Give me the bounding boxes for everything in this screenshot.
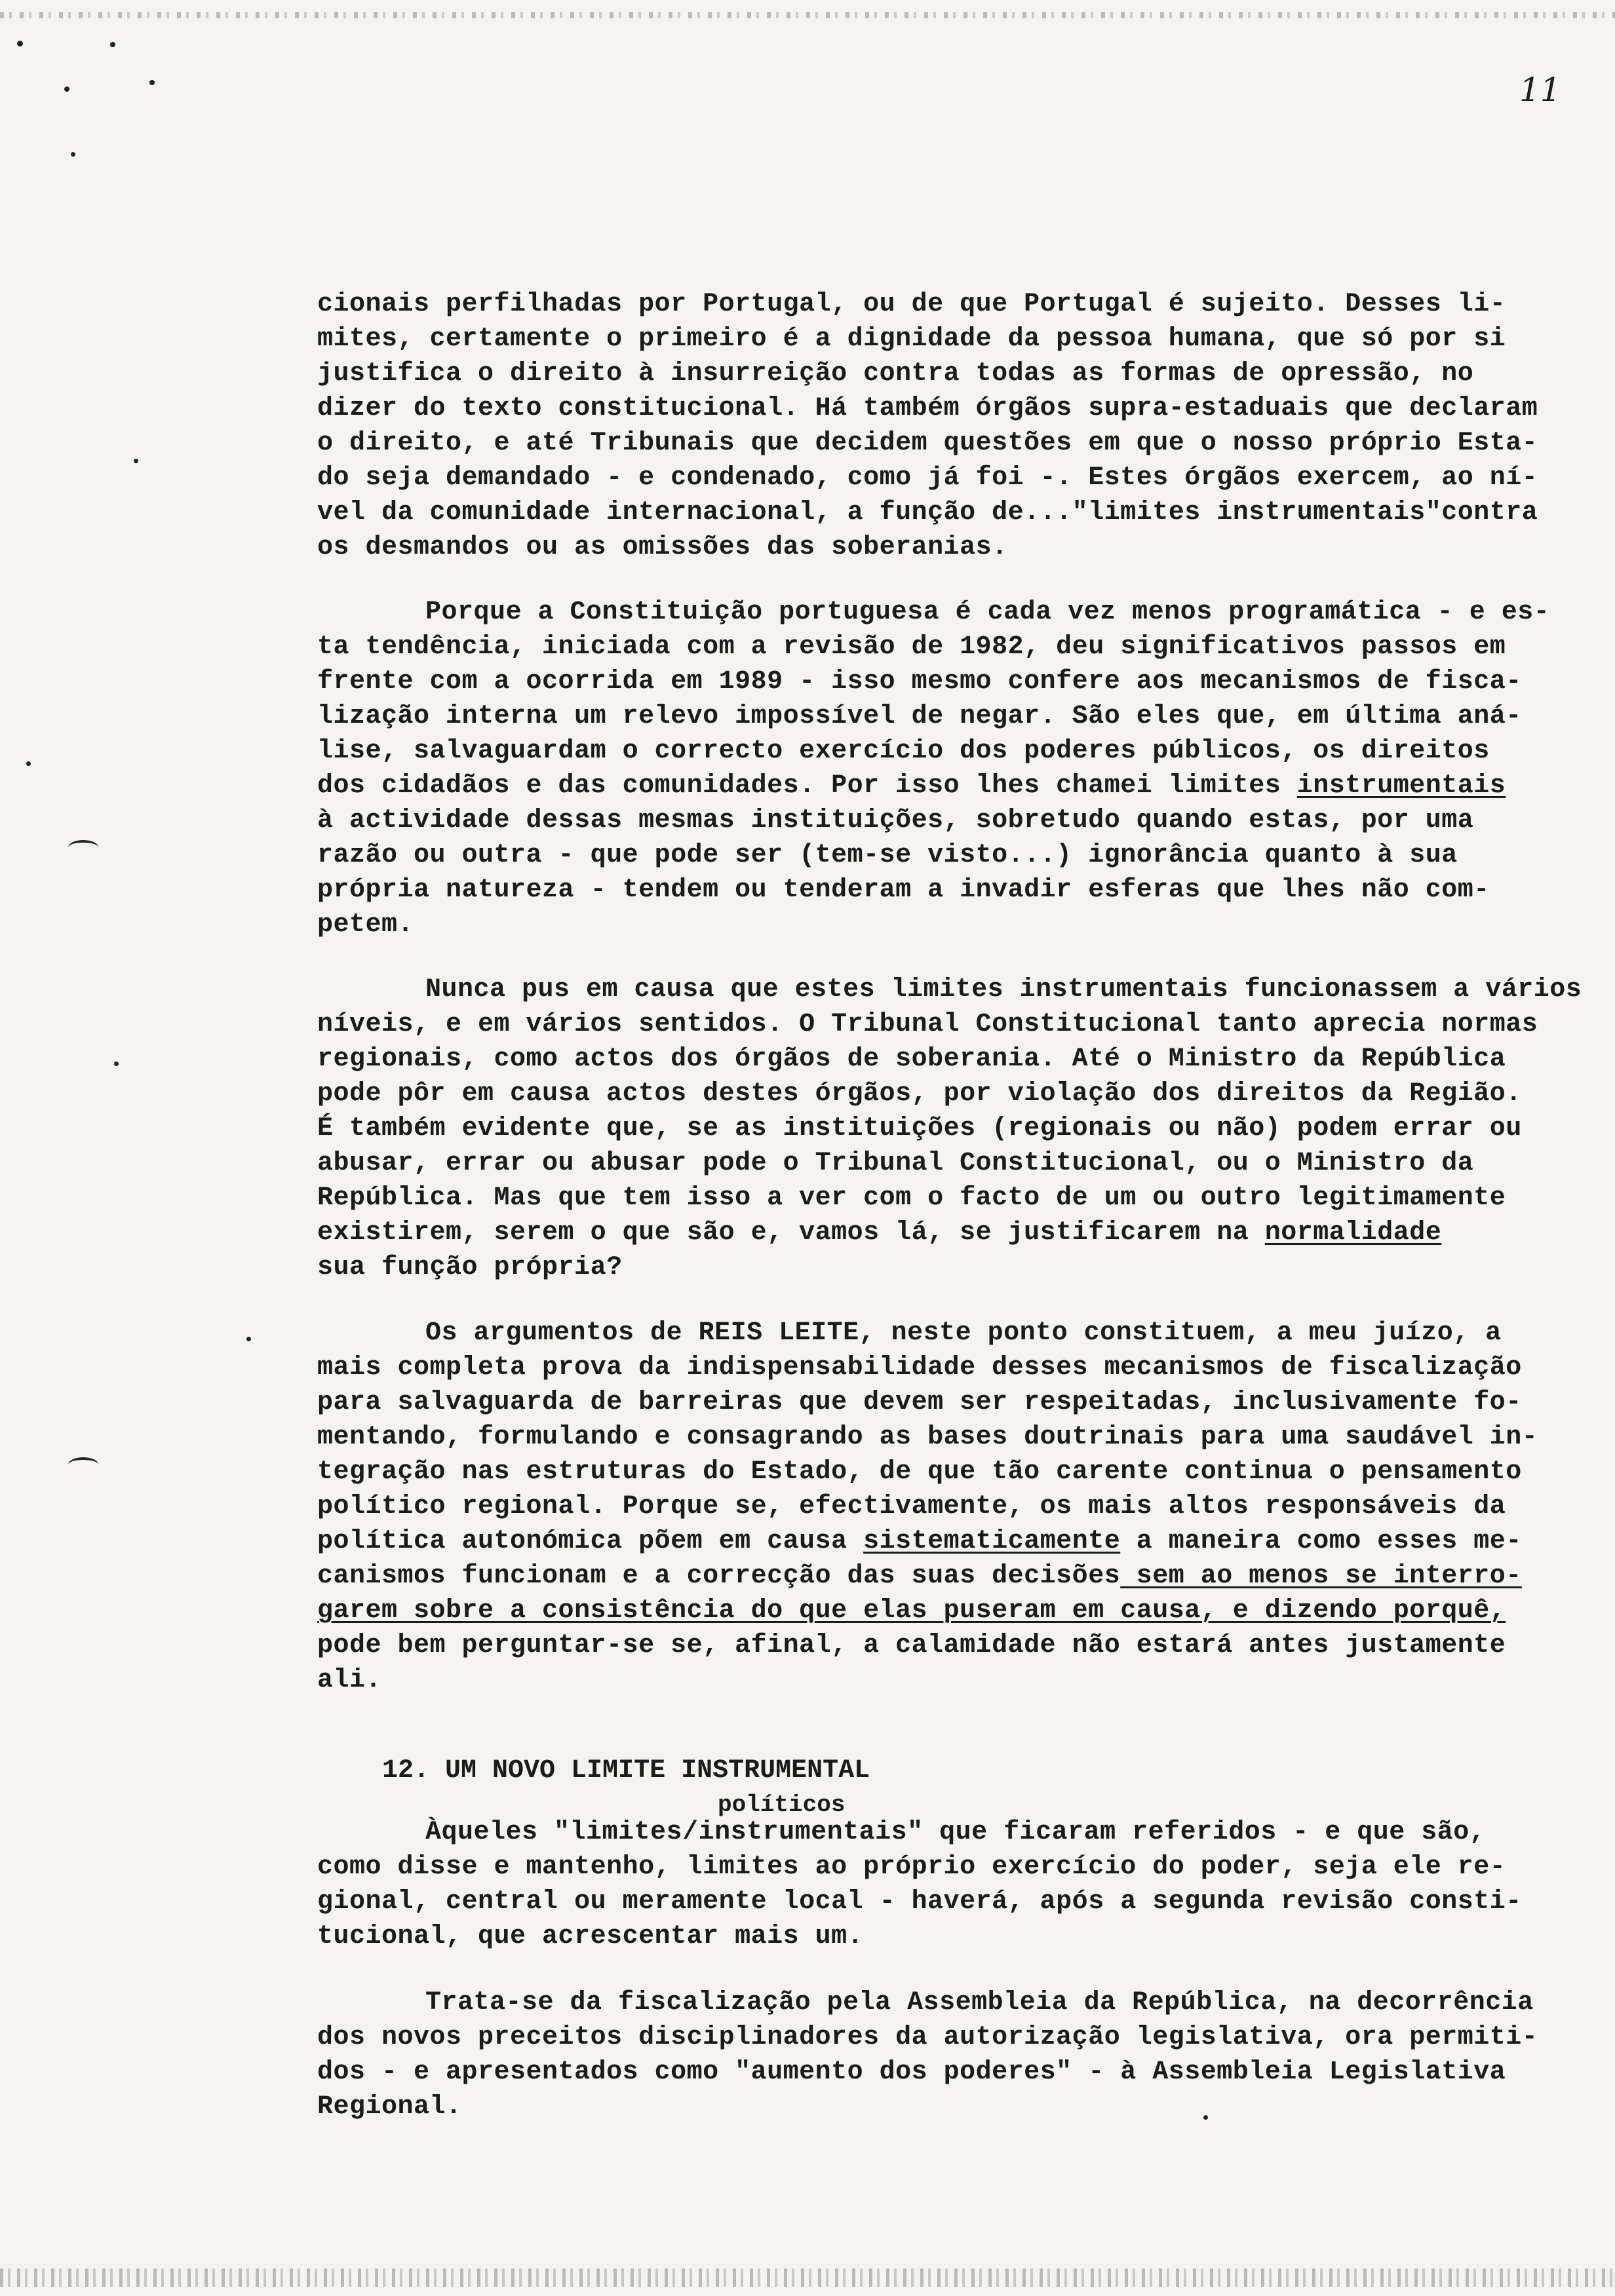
section-paragraph-1 — [317, 1815, 1602, 1954]
scan-top-edge — [0, 12, 1615, 18]
underlined-term: normalidade — [1264, 1218, 1442, 1248]
text-line: vel da comunidade internacional, a função de..."limites instrumentais"contra — [317, 498, 1538, 527]
text-line: Regional. — [317, 2092, 462, 2122]
underlined-phrase: sem ao menos se interro- — [1120, 1561, 1522, 1591]
scan-speck — [64, 86, 69, 92]
paragraph-3 — [317, 972, 1602, 1285]
text-line: à actividade dessas mesmas instituições, sobretudo quando estas, por uma — [317, 806, 1474, 835]
scan-speck — [114, 1062, 119, 1066]
text-span: existirem, serem o que são e, vamos lá, se justificarem na — [317, 1218, 1249, 1248]
paragraph-1 — [317, 287, 1602, 565]
text-line: mites, certamente o primeiro é a dignidade da pessoa humana, que só por si — [317, 324, 1506, 354]
text-line: Nunca pus em causa que estes limites instrumentais funcionassem a vários — [425, 975, 1582, 1004]
text-line: para salvaguarda de barreiras que devem ser respeitadas, inclusivamente fo- — [317, 1388, 1522, 1417]
text-line-underlined: garem sobre a consistência do que elas puseram em causa, e dizendo porquê, — [317, 1596, 1506, 1626]
underlined-term: sistematicamente — [863, 1527, 1121, 1556]
text-line: ali. — [317, 1666, 382, 1695]
margin-mark — [68, 840, 98, 854]
scan-speck — [134, 459, 138, 463]
text-line: mentando, formulando e consagrando as bases doutrinais para uma saudável in- — [317, 1423, 1538, 1452]
text-line: Àqueles "limites/instrumentais" que ficaram referidos - e que são, — [425, 1818, 1486, 1847]
text-line: lização interna um relevo impossível de negar. São eles que, em última aná- — [317, 702, 1522, 731]
text-line: frente com a ocorrida em 1989 - isso mesmo confere aos mecanismos de fisca- — [317, 667, 1522, 697]
text-line: dos novos preceitos disciplinadores da autorização legislativa, ora permiti- — [317, 2023, 1538, 2052]
text-line: o direito, e até Tribunais que decidem questões em que o nosso próprio Esta- — [317, 429, 1538, 458]
text-line: ta tendência, iniciada com a revisão de 1982, deu significativos passos em — [317, 632, 1506, 662]
text-line — [317, 1559, 1602, 1594]
section-paragraph-2 — [317, 1985, 1602, 2124]
text-line: petem. — [317, 910, 414, 940]
scan-speck — [246, 1337, 251, 1341]
text-line: justifica o direito à insurreição contra todas as formas de opressão, no — [317, 359, 1474, 389]
text-line: dos - e apresentados como "aumento dos poderes" - à Assembleia Legislativa — [317, 2057, 1506, 2087]
paragraph-4 — [317, 1316, 1602, 1698]
text-line: República. Mas que tem isso a ver com o facto de um ou outro legitimamente — [317, 1183, 1506, 1213]
text-line: como disse e mantenho, limites ao próprio exercício do poder, seja ele re- — [317, 1852, 1506, 1882]
text-span: política autonómica põem em causa — [317, 1527, 847, 1556]
scan-speck — [26, 761, 31, 766]
scan-speck — [71, 152, 75, 157]
text-span: dos cidadãos e das comunidades. Por isso lhes chamei limites — [317, 771, 1281, 801]
text-line: político regional. Porque se, efectivamente, os mais altos responsáveis da — [317, 1492, 1506, 1521]
text-line — [317, 1524, 1602, 1559]
scan-speck — [17, 41, 23, 47]
text-line: níveis, e em vários sentidos. O Tribunal Constitucional tanto aprecia normas — [317, 1010, 1538, 1039]
text-line: Porque a Constituição portuguesa é cada vez menos programática - e es- — [425, 598, 1550, 627]
text-line: razão ou outra - que pode ser (tem-se visto...) ignorância quanto à sua — [317, 841, 1458, 870]
text-line: do seja demandado - e condenado, como já foi -. Estes órgãos exercem, ao ní- — [317, 463, 1538, 493]
text-line: dizer do texto constitucional. Há também órgãos supra-estaduais que declaram — [317, 394, 1538, 423]
handwritten-insertion: políticos — [718, 1791, 846, 1818]
text-line: Trata-se da fiscalização pela Assembleia da República, na decorrência — [425, 1988, 1534, 2018]
text-line: os desmandos ou as omissões das soberanias. — [317, 533, 1008, 562]
text-line: própria natureza - tendem ou tenderam a invadir esferas que lhes não com- — [317, 875, 1490, 905]
text-line: tegração nas estruturas do Estado, de que tão carente continua o pensamento — [317, 1457, 1522, 1487]
text-line: gional, central ou meramente local - haverá, após a segunda revisão consti- — [317, 1887, 1522, 1917]
margin-mark — [68, 1457, 98, 1472]
text-line: mais completa prova da indispensabilidade desses mecanismos de fiscalização — [317, 1353, 1522, 1383]
text-span: a maneira como esses me- — [1120, 1527, 1522, 1556]
scan-speck — [149, 80, 155, 85]
text-line: abusar, errar ou abusar pode o Tribunal Constitucional, ou o Ministro da — [317, 1149, 1474, 1178]
page-number: 11 — [1519, 71, 1561, 109]
text-span: canismos funcionam e a correcção das suas decisões — [317, 1561, 1121, 1591]
text-line: Os argumentos de REIS LEITE, neste ponto constituem, a meu juízo, a — [425, 1318, 1502, 1348]
underlined-term: instrumentais — [1296, 771, 1506, 801]
section-heading: 12. UM NOVO LIMITE INSTRUMENTAL — [382, 1756, 870, 1786]
text-line: sua função própria? — [317, 1253, 623, 1282]
text-line: pode bem perguntar-se se, afinal, a calamidade não estará antes justamente — [317, 1631, 1506, 1660]
scan-bottom-edge — [0, 2268, 1615, 2287]
text-line: tucional, que acrescentar mais um. — [317, 1922, 864, 1951]
text-line — [317, 1215, 1602, 1250]
text-line — [317, 769, 1602, 803]
text-line: cionais perfilhadas por Portugal, ou de que Portugal é sujeito. Desses li- — [317, 290, 1506, 319]
text-line: regionais, como actos dos órgãos de soberania. Até o Ministro da República — [317, 1044, 1506, 1074]
paragraph-2 — [317, 595, 1602, 942]
text-line: lise, salvaguardam o correcto exercício dos poderes públicos, os direitos — [317, 737, 1490, 766]
text-line: pode pôr em causa actos destes órgãos, por violação dos direitos da Região. — [317, 1079, 1522, 1109]
text-line: É também evidente que, se as instituições (regionais ou não) podem errar ou — [317, 1114, 1522, 1143]
scan-speck — [110, 42, 115, 47]
